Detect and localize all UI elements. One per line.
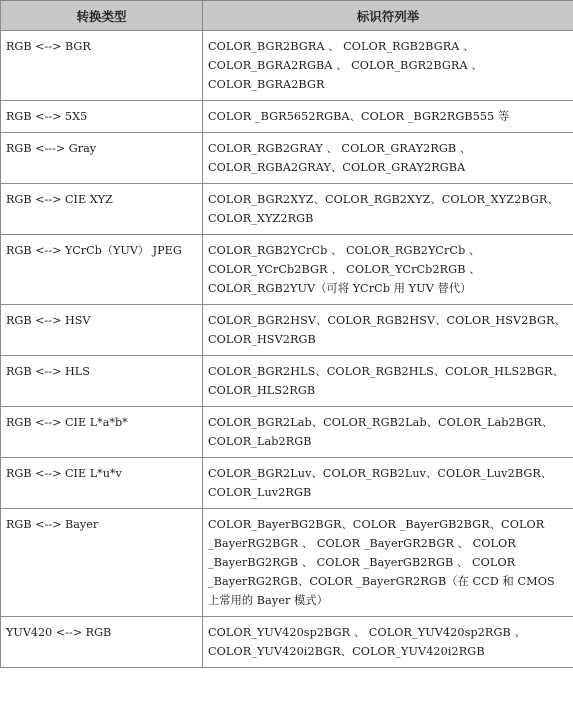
conversion-type-cell: RGB <--> HLS (1, 356, 203, 407)
conversion-type-cell: RGB <---> Gray (1, 133, 203, 184)
table-row (1, 31, 573, 101)
identifier-line: COLOR_BayerBG2BGR、COLOR _BayerGB2BGR、COLOR (208, 518, 545, 531)
conversion-type-cell: RGB <--> CIE L*a*b* (1, 407, 203, 458)
table-row (1, 305, 573, 356)
conversion-type-cell: RGB <--> CIE XYZ (1, 184, 203, 235)
identifier-line: COLOR_BGR2Lab、COLOR_RGB2Lab、COLOR_Lab2BGR、 (208, 416, 554, 429)
identifier-line: COLOR_BGR2HLS、COLOR_RGB2HLS、COLOR_HLS2BGR、 (208, 365, 564, 378)
conversion-type-cell: YUV420 <--> RGB (1, 617, 203, 668)
identifier-line: COLOR_BGRA2RGBA 、 COLOR_BGR2BGRA 、 (208, 59, 483, 72)
table-row (1, 407, 573, 458)
identifier-list-cell (203, 305, 573, 356)
identifier-line: COLOR_BGR2BGRA 、 COLOR_RGB2BGRA 、 (208, 40, 475, 53)
identifier-line: COLOR_Luv2RGB (208, 486, 312, 499)
identifier-line: _BayerRG2RGB、COLOR _BayerGR2RGB（在 CCD 和 CMOS (208, 575, 555, 588)
identifier-line: COLOR_RGB2YUV（可将 YCrCb 用 YUV 替代） (208, 282, 472, 295)
conversion-type-cell: RGB <--> HSV (1, 305, 203, 356)
identifier-list-cell (203, 235, 573, 305)
conversion-type-cell: RGB <--> YCrCb（YUV） JPEG (1, 235, 203, 305)
table-row (1, 458, 573, 509)
identifier-line: COLOR_HLS2RGB (208, 384, 316, 397)
table-row (1, 617, 573, 668)
table-body (1, 31, 573, 668)
identifier-line: COLOR_YUV420i2BGR、COLOR_YUV420i2RGB (208, 645, 485, 658)
table-row (1, 356, 573, 407)
identifier-line: COLOR_BGR2XYZ、COLOR_RGB2XYZ、COLOR_XYZ2BGR、 (208, 193, 559, 206)
identifier-line: COLOR_RGB2YCrCb 、 COLOR_RGB2YCrCb 、 (208, 244, 481, 257)
identifier-line: COLOR_Lab2RGB (208, 435, 312, 448)
table-row (1, 184, 573, 235)
identifier-list-cell (203, 133, 573, 184)
header-identifier-list: 标识符列举 (203, 1, 573, 31)
identifier-line: COLOR_XYZ2RGB (208, 212, 314, 225)
identifier-list-cell (203, 356, 573, 407)
identifier-line: 上常用的 Bayer 模式） (208, 594, 329, 607)
identifier-list-cell (203, 31, 573, 101)
identifier-line: _BayerRG2BGR 、 COLOR _BayerGR2BGR 、 COLOR (208, 537, 516, 550)
header-conversion-type: 转换类型 (1, 1, 203, 31)
table-row (1, 133, 573, 184)
identifier-line: COLOR_BGR2Luv、COLOR_RGB2Luv、COLOR_Luv2BGR、 (208, 467, 553, 480)
identifier-list-cell (203, 101, 573, 133)
identifier-line: _BayerBG2RGB 、 COLOR _BayerGB2RGB 、 COLOR (208, 556, 516, 569)
identifier-line: COLOR_RGB2GRAY 、 COLOR_GRAY2RGB 、 (208, 142, 472, 155)
table-row (1, 509, 573, 617)
conversion-type-cell: RGB <--> BGR (1, 31, 203, 101)
identifier-line: COLOR_BGR2HSV、COLOR_RGB2HSV、COLOR_HSV2BGR、 (208, 314, 566, 327)
identifier-line: COLOR _BGR5652RGBA、COLOR _BGR2RGB555 等 (208, 110, 510, 123)
identifier-list-cell (203, 458, 573, 509)
identifier-line: COLOR_YCrCb2BGR 、 COLOR_YCrCb2RGB 、 (208, 263, 481, 276)
identifier-list-cell (203, 509, 573, 617)
conversion-type-cell: RGB <--> 5X5 (1, 101, 203, 133)
conversion-type-cell: RGB <--> Bayer (1, 509, 203, 617)
table-row (1, 235, 573, 305)
identifier-list-cell (203, 617, 573, 668)
identifier-line: COLOR_RGBA2GRAY、COLOR_GRAY2RGBA (208, 161, 466, 174)
conversion-type-cell: RGB <--> CIE L*u*v (1, 458, 203, 509)
identifier-list-cell (203, 407, 573, 458)
table-header-row (1, 1, 573, 31)
identifier-line: COLOR_YUV420sp2BGR 、 COLOR_YUV420sp2RGB 、 (208, 626, 526, 639)
identifier-line: COLOR_HSV2RGB (208, 333, 316, 346)
table-row (1, 101, 573, 133)
identifier-line: COLOR_BGRA2BGR (208, 78, 325, 91)
identifier-list-cell (203, 184, 573, 235)
